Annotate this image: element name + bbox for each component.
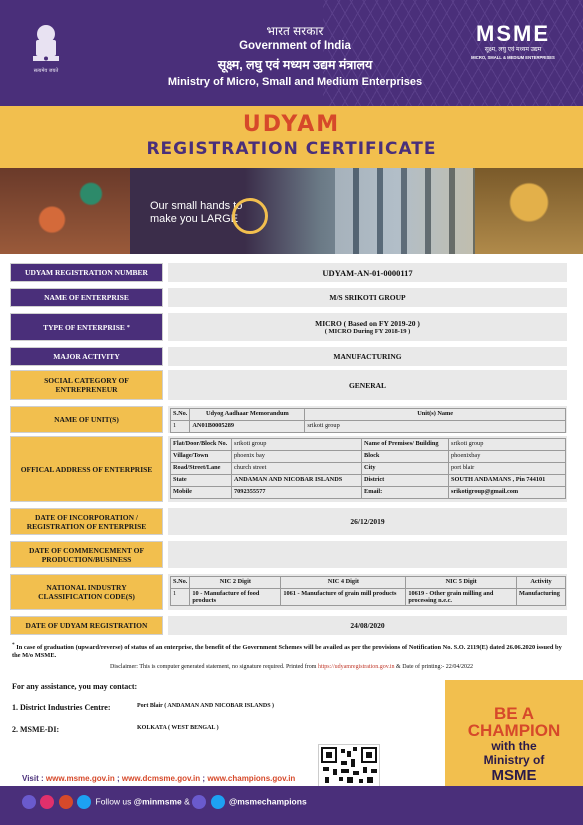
govt-hindi: भारत सरकार: [266, 24, 324, 38]
nic-cell-4digit: 1061 - Manufacture of grain mill products: [281, 589, 406, 606]
commencement-date-label: DATE OF COMMENCEMENT OF PRODUCTION/BUSINESS: [10, 541, 163, 568]
banner-slogan-line2: make you LARGE: [150, 213, 239, 225]
address-email-label: Email:: [362, 487, 449, 499]
address-state-value: ANDAMAN AND NICOBAR ISLANDS: [232, 475, 362, 487]
address-village-label: Village/Town: [171, 451, 232, 463]
graduation-note-star: *: [12, 642, 15, 648]
msme-logo: [468, 22, 558, 70]
msme-logo-text: MSME: [476, 21, 550, 46]
address-district-label: District: [362, 475, 449, 487]
msme-logo-subtitle: MICRO, SMALL & MEDIUM ENTERPRISES: [471, 55, 555, 60]
dic-label: 1. District Industries Centre:: [12, 703, 111, 712]
follow-label: Follow us: [95, 796, 132, 807]
units-header-row: [171, 409, 566, 421]
follow-ampersand: &: [184, 796, 190, 807]
disclaimer: [0, 664, 583, 670]
nic-cell-sno: 1: [171, 589, 190, 606]
nic-col-5digit: NIC 5 Digit: [406, 577, 517, 589]
address-state-label: State: [171, 475, 232, 487]
address-email-value: srikotigroup@gmail.com: [449, 487, 566, 499]
units-table: [170, 408, 566, 433]
national-emblem-icon: [28, 22, 64, 78]
address-block-value: phoenixbay: [449, 451, 566, 463]
champion-text: [445, 705, 583, 784]
twitter-icon[interactable]: [77, 795, 91, 809]
photo-artisans: [0, 168, 130, 254]
table-row: [171, 487, 566, 499]
address-box: [168, 436, 567, 502]
follow-handle-minmsme[interactable]: @minmsme: [133, 796, 182, 807]
twitter-icon-2[interactable]: [211, 795, 225, 809]
visit-line: [22, 774, 295, 783]
champion-line2: CHAMPION: [467, 721, 561, 740]
banner-slogan: [150, 200, 290, 226]
address-premises-label: Name of Premises/ Building: [362, 439, 449, 451]
msme-di-value: KOLKATA ( WEST BENGAL ): [137, 725, 219, 731]
enterprise-type-value: [168, 313, 567, 341]
ministry-english: Ministry of Micro, Small and Medium Enterprises: [167, 76, 423, 88]
nic-code-label: NATIONAL INDUSTRY CLASSIFICATION CODE(S): [10, 574, 163, 610]
address-label: OFFICAL ADDRESS OF ENTERPRISE: [10, 436, 163, 502]
units-cell-name: srikoti group: [305, 421, 566, 433]
incorporation-date-value: 26/12/2019: [168, 508, 567, 535]
nic-cell-5digit: 10619 - Other grain milling and processing n.e.c.: [406, 589, 517, 606]
title-udyam: UDYAM: [242, 112, 341, 137]
units-box: [168, 406, 567, 433]
nic-cell-activity: Manufacturing: [517, 589, 566, 606]
facebook-icon-2[interactable]: [192, 795, 206, 809]
visit-separator-2: ;: [202, 774, 206, 783]
address-premises-value: srikoti group: [449, 439, 566, 451]
nic-col-2digit: NIC 2 Digit: [190, 577, 281, 589]
banner-slogan-line1: Our small hands to: [150, 200, 243, 212]
disclaimer-link[interactable]: https://udyamregistration.gov.in: [317, 664, 395, 670]
visit-label: Visit :: [22, 774, 44, 783]
enterprise-type-label-text: TYPE OF ENTERPRISE: [43, 322, 125, 332]
govt-english: Government of India: [239, 40, 351, 52]
address-flat-label: Flat/Door/Block No.: [171, 439, 232, 451]
address-block-label: Block: [362, 451, 449, 463]
enterprise-type-star: *: [126, 323, 130, 331]
enterprise-type-line2: ( MICRO During FY 2018-19 ): [324, 328, 411, 335]
nic-table: [170, 576, 566, 606]
address-district-value: SOUTH ANDAMANS , Pin 744101: [449, 475, 566, 487]
units-label: NAME OF UNIT(S): [10, 406, 163, 433]
visit-link-dcmsme[interactable]: www.dcmsme.gov.in: [121, 774, 201, 783]
svg-text:सत्यमेव जयते: सत्यमेव जयते: [33, 68, 59, 74]
champion-line5: MSME: [491, 767, 537, 784]
follow-handle-msmechampions[interactable]: @msmechampions: [228, 796, 307, 807]
champion-line3: with the: [491, 739, 537, 753]
units-cell-uam: AN01B0005289: [190, 421, 305, 433]
social-category-label: SOCIAL CATEGORY OF ENTREPRENEUR: [10, 370, 163, 400]
address-city-label: City: [362, 463, 449, 475]
nic-col-4digit: NIC 4 Digit: [281, 577, 406, 589]
disclaimer-text: Disclaimer: This is computer generated statement, no signature required. Printed from: [109, 664, 317, 670]
udyam-date-value: 24/08/2020: [168, 616, 567, 635]
photo-banner: [0, 168, 583, 254]
enterprise-name-value: M/S SRIKOTI GROUP: [168, 288, 567, 307]
graduation-note: [12, 641, 568, 660]
instagram-icon[interactable]: [40, 795, 54, 809]
graduation-note-text: In case of graduation (upward/reverse) of status of an enterprise, the benefit of the Government Schemes will be availed as per the provisions of Notification No. S.O. 2119(E) dated 26.06.2020 issued by the M/o MSME.: [12, 644, 562, 660]
address-city-value: port blair: [449, 463, 566, 475]
address-table: [170, 438, 566, 499]
reg-number-label: UDYAM REGISTRATION NUMBER: [10, 263, 163, 282]
address-mobile-label: Mobile: [171, 487, 232, 499]
dic-value: Port Blair ( ANDAMAN AND NICOBAR ISLANDS ): [137, 703, 275, 709]
social-category-value: GENERAL: [168, 370, 567, 400]
assistance-title: For any assistance, you may contact:: [12, 682, 138, 691]
address-mobile-value: 7092355577: [232, 487, 362, 499]
visit-separator-1: ;: [117, 774, 120, 783]
nic-col-activity: Activity: [517, 577, 566, 589]
chakra-icon: [232, 198, 268, 234]
title-registration-certificate: REGISTRATION CERTIFICATE: [146, 139, 437, 159]
ministry-hindi: सूक्ष्म, लघु एवं मध्यम उद्यम मंत्रालय: [217, 58, 373, 72]
table-row: [171, 475, 566, 487]
photo-office: [335, 168, 475, 254]
udyam-date-label: DATE OF UDYAM REGISTRATION: [10, 616, 163, 635]
nic-col-sno: S.No.: [171, 577, 190, 589]
nic-cell-2digit: 10 - Manufacture of food products: [190, 589, 281, 606]
nic-header-row: [171, 577, 566, 589]
table-row: [171, 421, 566, 433]
address-flat-value: srikoti group: [232, 439, 362, 451]
address-road-label: Road/Street/Lane: [171, 463, 232, 475]
photo-workers: [475, 168, 583, 254]
address-village-value: phoenix bay: [232, 451, 362, 463]
facebook-icon[interactable]: [22, 795, 36, 809]
enterprise-type-label: [10, 313, 163, 341]
youtube-icon[interactable]: [59, 795, 73, 809]
units-col-name: Unit(s) Name: [305, 409, 566, 421]
enterprise-name-label: NAME OF ENTERPRISE: [10, 288, 163, 307]
disclaimer-print-date: & Date of printing:- 22/04/2022: [396, 664, 474, 670]
enterprise-type-line1: MICRO ( Based on FY 2019-20 ): [315, 319, 420, 328]
table-row: [171, 439, 566, 451]
champion-line1: BE A: [494, 704, 534, 723]
address-road-value: church street: [232, 463, 362, 475]
units-col-sno: S.No.: [171, 409, 190, 421]
msme-di-label: 2. MSME-DI:: [12, 725, 60, 734]
major-activity-label: MAJOR ACTIVITY: [10, 347, 163, 366]
table-row: [171, 589, 566, 606]
units-cell-sno: 1: [171, 421, 190, 433]
nic-box: [168, 574, 567, 610]
visit-link-msme[interactable]: www.msme.gov.in: [45, 774, 115, 783]
table-row: [171, 451, 566, 463]
reg-number-value: UDYAM-AN-01-0000117: [168, 263, 567, 282]
champion-line4: Ministry of: [483, 753, 545, 767]
table-row: [171, 463, 566, 475]
msme-logo-hindi: सूक्ष्म, लघु एवं मध्यम उद्यम: [484, 47, 542, 53]
incorporation-date-label: DATE OF INCORPORATION / REGISTRATION OF ENTERPRISE: [10, 508, 163, 535]
commencement-date-value: [168, 541, 567, 568]
units-col-uam: Udyog Aadhaar Memorandum: [190, 409, 305, 421]
follow-line: [22, 795, 307, 809]
visit-link-champions[interactable]: www.champions.gov.in: [207, 774, 296, 783]
major-activity-value: MANUFACTURING: [168, 347, 567, 366]
